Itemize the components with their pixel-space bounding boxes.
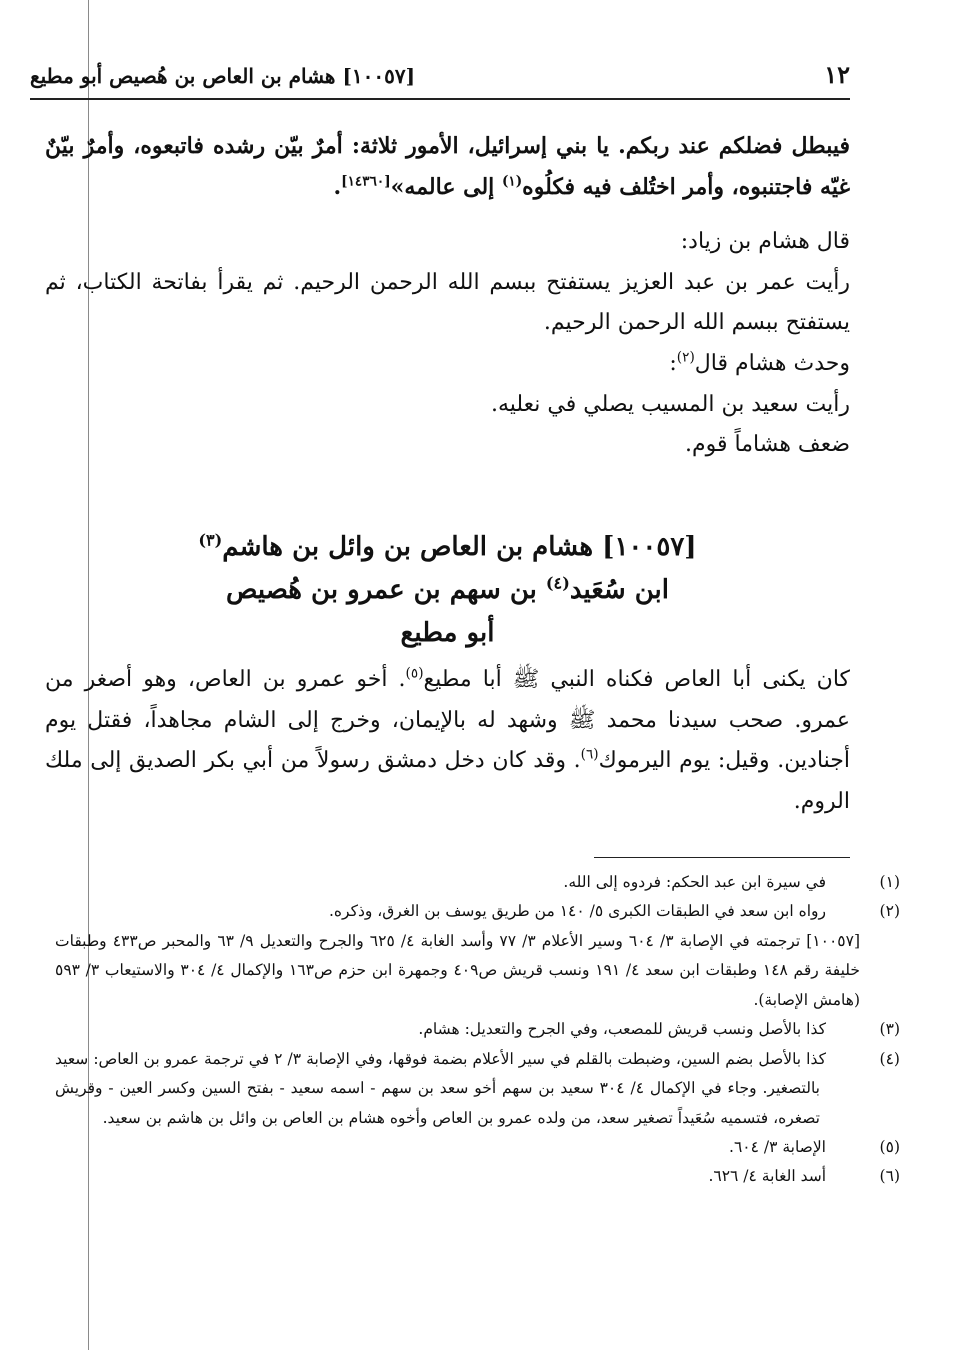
bio-text: . أخو عمرو بن العاص، وهو أصغر من عمرو. صحب سيدنا محمد ﷺ وشهد له بالإيمان، وخرج إلى الشام مجاهداً، فقتل يوم أجنادين. وقيل: يوم اليرموك [45, 667, 851, 774]
footnote-number: (٣) [879, 1020, 900, 1039]
footnote-number: [١٠٠٥٧] [806, 931, 860, 950]
hadith-number: [١٤٣٦٠] [341, 173, 391, 190]
header-rule [30, 98, 850, 100]
body-line-text: وحدث هشام قال [694, 351, 850, 377]
body-line-colon: : [669, 351, 677, 377]
body-line: قال هشام بن زياد: [680, 229, 850, 254]
heading-text: ابن سُعَيد [569, 574, 669, 605]
body-line: رأيت سعيد بن المسيب يصلي في نعليه. [490, 391, 850, 417]
page-header [30, 58, 850, 98]
page-number: ١٢ [824, 60, 850, 89]
heading-line [45, 569, 850, 612]
footnote-text: رواه ابن سعد في الطبقات الكبرى ٥/ ١٤٠ من طريق يوسف بن الغرق، وذكره. [328, 902, 826, 921]
footnote-text: كذا بالأصل بضم السين، وضبطت بالقلم في سير الأعلام بضمة فوقها، وفي الإصابة ٣/ ٢ في ترجمة عمرو بن العاص: سعيد بالتصغير. وجاء في الإكمال ٤/ ٣٠٤ سعيد بن سهم أخو سعد بن سهم - اسمه سعيد - بفتح السين وكسر العين - وقريش تصغره، فتسميه سُعَيداً تصغير سعد، من ولده عمرو بن العاص وأخوه هشام بن العاص بن وائل بن هاشم بن سعيد. [55, 1049, 826, 1127]
body-line: ضعف هشاماً قوم. [685, 432, 850, 458]
footnote-number: (٥) [879, 1137, 900, 1156]
bio-text: كان يكنى أبا العاص فكناه النبي ﷺ أبا مطيع [423, 667, 850, 692]
footnote-ref: (٣) [198, 530, 223, 550]
footnote [55, 897, 900, 926]
footnote [55, 1162, 900, 1191]
footnote [55, 1045, 900, 1133]
quote-text: فيبطل فضلكم عند ربكم. يا بني إسرائيل، الأمور ثلاثة: أمرٌ بيّن رشده فاتبعوه، وأمرٌ بيّنٌ غيّه فاجتنبوه، وأمر اختُلف فيه فكلُوه [45, 133, 850, 200]
quote-text-end: إلى عالمه» [390, 173, 502, 200]
footnote-number: (١) [879, 873, 900, 891]
running-title: [١٠٠٥٧] هشام بن العاص بن هُصيص أبو مطيع [30, 64, 416, 88]
footnote [55, 1133, 900, 1162]
footnote-text: كذا بالأصل ونسب قريش للمصعب، وفي الجرح والتعديل: هشام. [418, 1020, 826, 1039]
footnote-number: (٤) [879, 1049, 900, 1068]
footnotes [55, 868, 900, 1192]
body-line: رأيت عمر بن عبد العزيز يستفتح ببسم الله الرحمن الرحيم. ثم يقرأ بفاتحة الكتاب، ثم يستفتح ببسم الله الرحمن الرحيم. [45, 269, 850, 336]
heading-text: [١٠٠٥٧] هشام بن العاص بن وائل بن هاشم [222, 532, 697, 562]
footnote-ref: (٥) [405, 665, 424, 682]
body-text [45, 222, 850, 466]
footnote [55, 1015, 900, 1044]
bio-text: . وقد كان دخل دمشق رسولاً من أبي بكر الصديق إلى ملك الروم. [45, 748, 850, 815]
footnote-text: أسد الغابة ٤/ ٦٢٦. [708, 1167, 826, 1186]
quote-paragraph [45, 126, 850, 207]
footnote-entry-sources [55, 927, 860, 1015]
biography-paragraph [45, 660, 850, 823]
footnote-ref: (٦) [580, 747, 599, 764]
footnote [55, 868, 900, 897]
quote-period: . [333, 173, 342, 200]
heading-line [45, 526, 850, 569]
footnote-number: (٢) [879, 902, 900, 921]
footnote-ref: (١) [501, 173, 523, 190]
footnote-text: ترجمته في الإصابة ٣/ ٦٠٤ وسير الأعلام ٣/ ٧٧ وأسد الغابة ٤/ ٦٢٥ والجرح والتعديل ٩/ ٦٣ والمحبر ص٤٣٣ وطبقات خليفة رقم ١٤٨ وطبقات ابن سعد ٤/ ١٩١ ونسب قريش ص٤٠٩ وجمهرة ابن حزم ص١٦٣ والإكمال ٤/ ٣٠٤ والاستيعاب ٣/ ٥٩٣ (هامش الإصابة). [55, 931, 860, 1009]
heading-line: أبو مطيع [400, 617, 495, 648]
footnote-number: (٦) [879, 1167, 900, 1186]
heading-text-end: بن سهم بن عمرو بن هُصيص [226, 574, 546, 605]
footnote-text: الإصابة ٣/ ٦٠٤. [729, 1137, 826, 1156]
footnote-separator [594, 857, 850, 858]
entry-heading [45, 526, 850, 655]
body-line [45, 344, 850, 385]
footnote-text: في سيرة ابن عبد الحكم: فردوه إلى الله. [563, 873, 826, 891]
footnote-ref: (٤) [545, 573, 570, 593]
footnote-ref: (٢) [676, 349, 695, 366]
